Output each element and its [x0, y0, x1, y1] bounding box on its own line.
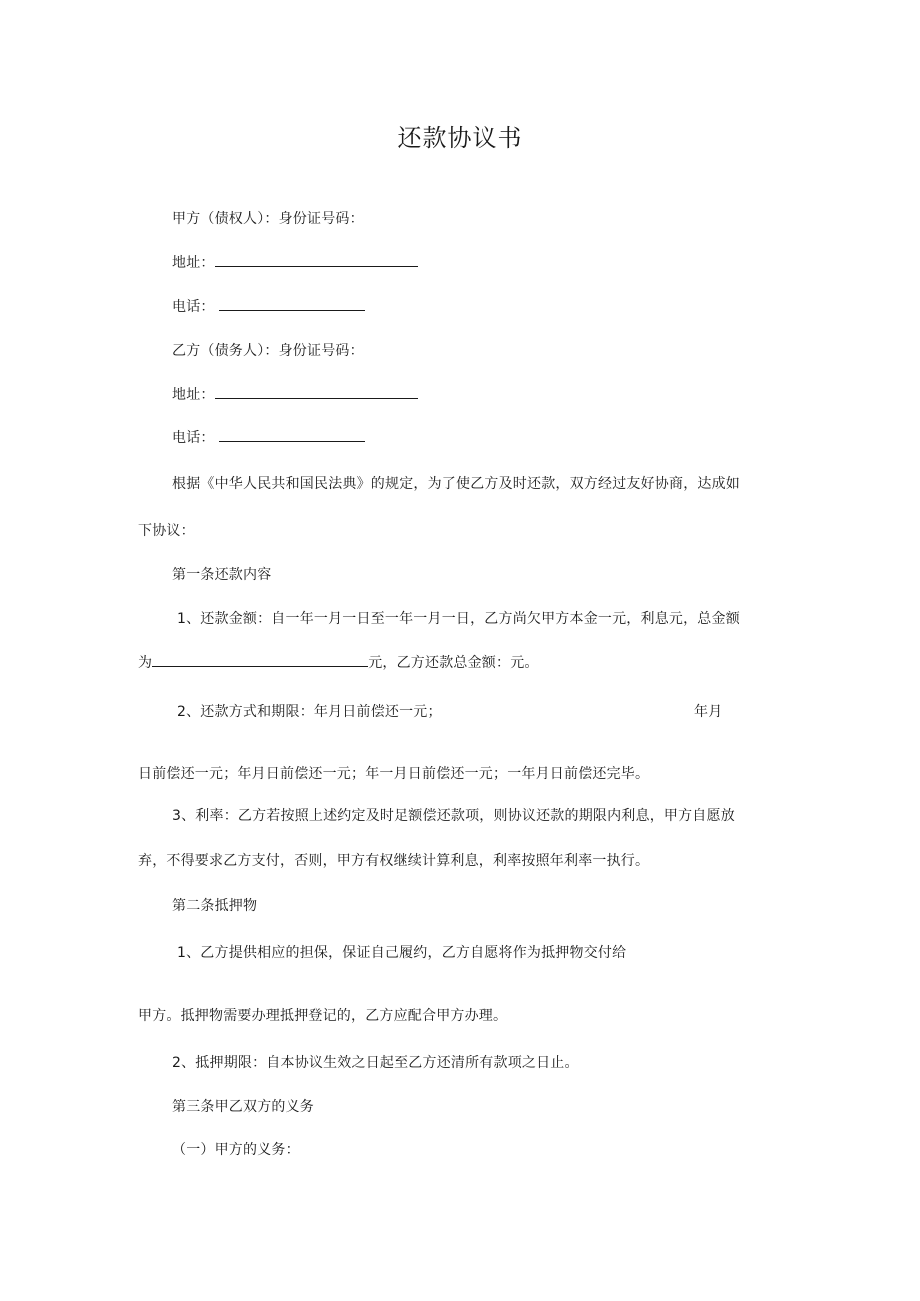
party-b-phone-label: 电话： [172, 430, 215, 446]
article-1-item-3-line-1: 3、利率：乙方若按照上述约定及时足额偿还款项，则协议还款的期限内利息，甲方自愿放 [172, 808, 735, 824]
article-2-item-1-line-1: 1、乙方提供相应的担保，保证自己履约，乙方自愿将作为抵押物交付给 [177, 945, 627, 961]
party-a-phone [172, 297, 365, 317]
party-a-phone-label: 电话： [172, 299, 215, 315]
intro-line-2: 下协议： [138, 523, 195, 539]
party-b-address [172, 385, 418, 405]
article-1-item-2-line-1: 2、还款方式和期限：年月日前偿还一元； [177, 704, 442, 720]
party-a-address-label: 地址： [172, 255, 215, 271]
party-b-phone-blank [219, 428, 365, 442]
total-amount-blank [152, 653, 368, 667]
article-2-item-1-line-2: 甲方。抵押物需要办理抵押登记的，乙方应配合甲方办理。 [138, 1008, 508, 1024]
party-a-address-blank [215, 253, 418, 267]
article-1-item-1-line-2 [138, 653, 539, 673]
article-1-heading: 第一条还款内容 [172, 567, 272, 583]
total-amount-prefix: 为 [138, 655, 153, 671]
article-1-item-2-line-2: 日前偿还一元；年月日前偿还一元；年一月日前偿还一元；一年月日前偿还完毕。 [138, 766, 650, 782]
party-b-heading: 乙方（债务人）：身份证号码： [172, 343, 364, 359]
party-b-phone [172, 428, 365, 448]
party-a-address [172, 253, 418, 273]
party-b-address-blank [215, 385, 418, 399]
party-b-address-label: 地址： [172, 387, 215, 403]
article-3-heading: 第三条甲乙双方的义务 [172, 1099, 314, 1115]
party-a-heading: 甲方（债权人）：身份证号码： [172, 211, 364, 227]
article-1-item-1-line-1: 1、还款金额：自一年一月一日至一年一月一日，乙方尚欠甲方本金一元，利息元，总金额 [177, 611, 740, 627]
article-3-sub-1: （一）甲方的义务： [172, 1142, 300, 1158]
article-1-item-2-date-fragment: 年月 [694, 704, 723, 720]
article-2-item-2: 2、抵押期限：自本协议生效之日起至乙方还清所有款项之日止。 [172, 1055, 579, 1071]
article-1-item-3-line-2: 弃，不得要求乙方支付，否则，甲方有权继续计算利息，利率按照年利率一执行。 [138, 853, 650, 869]
article-2-heading: 第二条抵押物 [172, 898, 258, 914]
party-a-phone-blank [219, 297, 365, 311]
intro-line-1: 根据《中华人民共和国民法典》的规定，为了使乙方及时还款，双方经过友好协商，达成如 [172, 476, 740, 492]
total-amount-suffix: 元，乙方还款总金额：元。 [368, 655, 539, 671]
document-title: 还款协议书 [397, 124, 523, 152]
